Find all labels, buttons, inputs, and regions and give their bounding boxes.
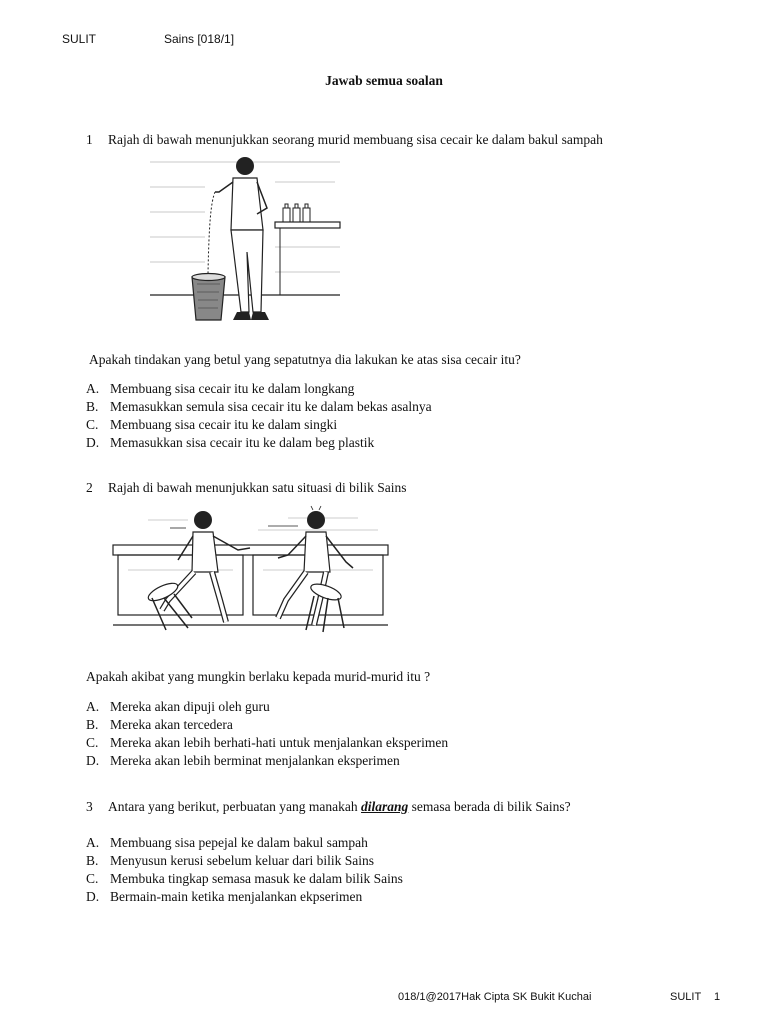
question-3-option-a[interactable]: A. Membuang sisa pepejal ke dalam bakul sampah (86, 835, 368, 850)
question-1-option-a[interactable]: A. Membuang sisa cecair itu ke dalam longkang (86, 381, 355, 396)
question-2-option-d[interactable]: D. Mereka akan lebih berminat menjalankan eksperimen (86, 753, 400, 768)
question-1-option-c[interactable]: C. Membuang sisa cecair itu ke dalam singki (86, 417, 338, 432)
question-3-emphasis: dilarang (361, 799, 409, 814)
question-1-prompt: Apakah tindakan yang betul yang sepatutnya dia lakukan ke atas sisa cecair itu? (89, 352, 521, 367)
question-2-option-a[interactable]: A. Mereka akan dipuji oleh guru (86, 699, 270, 714)
question-3-option-c[interactable]: C. Membuka tingkap semasa masuk ke dalam bilik Sains (86, 871, 403, 886)
question-2-prompt: Apakah akibat yang mungkin berlaku kepada murid-murid itu ? (86, 669, 431, 684)
footer-sulit: SULIT (670, 991, 702, 1003)
question-2-option-b[interactable]: B. Mereka akan tercedera (86, 717, 233, 732)
question-1-stem: Rajah di bawah menunjukkan seorang murid membuang sisa cecair ke dalam bakul sampah (108, 132, 603, 147)
page-title: Jawab semua soalan (325, 73, 443, 88)
question-2-option-c[interactable]: C. Mereka akan lebih berhati-hati untuk menjalankan eksperimen (86, 735, 449, 750)
question-1-option-b[interactable]: B. Memasukkan semula sisa cecair itu ke dalam bekas asalnya (86, 399, 432, 414)
question-3-number: 3 (86, 799, 93, 814)
question-3-stem: Antara yang berikut, perbuatan yang manakah dilarang semasa berada di bilik Sains? (108, 799, 571, 814)
footer-copyright: 018/1@2017Hak Cipta SK Bukit Kuchai (398, 991, 592, 1003)
question-3-option-d[interactable]: D. Bermain-main ketika menjalankan ekpserimen (86, 889, 363, 904)
header-subject: Sains [018/1] (164, 32, 235, 46)
question-1-option-d[interactable]: D. Memasukkan sisa cecair itu ke dalam beg plastik (86, 435, 375, 450)
question-2-number: 2 (86, 480, 93, 495)
question-3-option-b[interactable]: B. Menyusun kerusi sebelum keluar dari bilik Sains (86, 853, 374, 868)
question-1-illustration (145, 152, 345, 342)
footer-page-number: 1 (714, 991, 721, 1003)
header-sulit: SULIT (62, 32, 97, 46)
question-2-stem: Rajah di bawah menunjukkan satu situasi di bilik Sains (108, 480, 407, 495)
question-2-illustration (108, 500, 393, 645)
question-1-number: 1 (86, 132, 93, 147)
